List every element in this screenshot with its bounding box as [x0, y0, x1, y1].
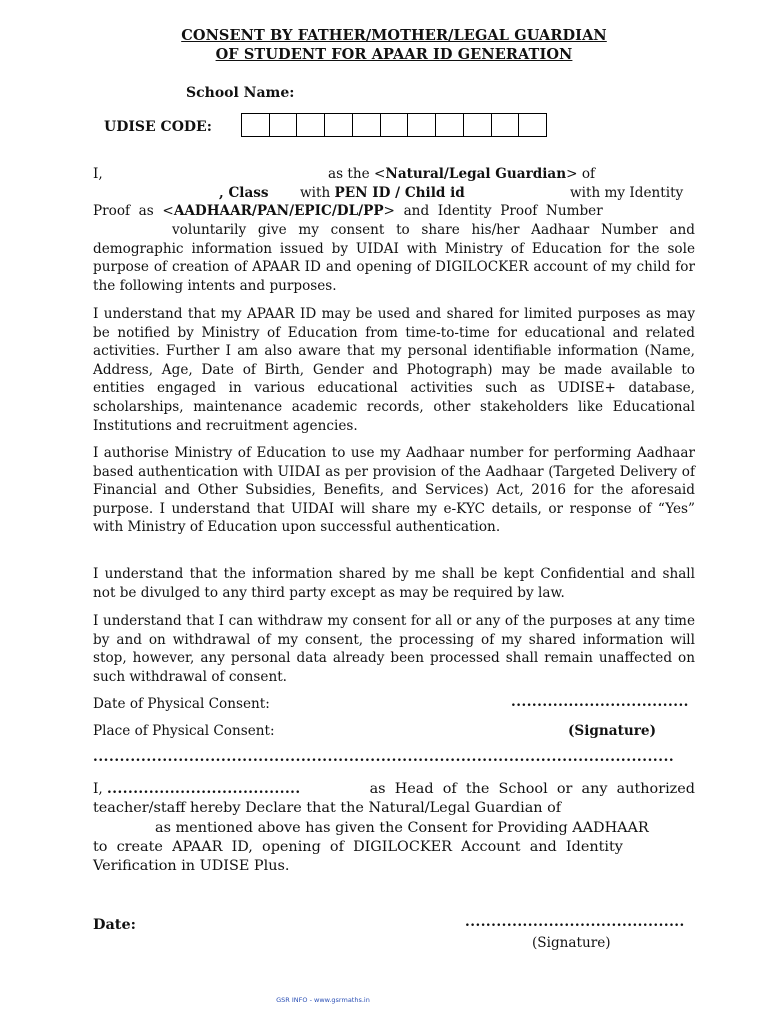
- date-consent-field[interactable]: ..................................: [511, 694, 689, 710]
- head-signature-label: (Signature): [532, 935, 611, 951]
- intro-i: I,: [93, 166, 103, 182]
- paragraph-authorise: I authorise Ministry of Education to use my Aadhaar number for performing Aadhaar based authentication with UIDAI as per provision of the Aadhaar (Targeted Delivery of Financial and Other Subsidies, Benefits, and Services) Act, 2016 for the aforesaid purpose. I understand that UIDAI will share my e-KYC details, or response of “Yes” with Ministry of Education upon successful authentication.: [93, 445, 695, 536]
- intro-with-identity: with my Identity: [570, 185, 684, 201]
- udise-digit-cell[interactable]: [297, 114, 325, 136]
- udise-digit-cell[interactable]: [353, 114, 381, 136]
- udise-digit-cell[interactable]: [381, 114, 409, 136]
- declaration-line-3: as mentioned above has given the Consent for Providing AADHAAR: [155, 820, 649, 836]
- paragraph-confidential: I understand that the information shared by me shall be kept Confidential and shall not be divulged to any third party except as may be required by law.: [93, 566, 695, 601]
- udise-code-boxes[interactable]: [241, 113, 547, 137]
- udise-digit-cell[interactable]: [519, 114, 546, 136]
- declarer-name-field[interactable]: .....................................: [107, 781, 301, 797]
- udise-digit-cell[interactable]: [270, 114, 298, 136]
- paragraph-withdraw: I understand that I can withdraw my consent for all or any of the purposes at any time by and on withdrawal of my consent, the processing of my shared information will stop, however, any personal data already been processed shall remain unaffected on such withdrawal of consent.: [93, 613, 695, 685]
- intro-paragraph: voluntarily give my consent to share his/her Aadhaar Number and demographic information issued by UIDAI with Ministry of Education for the sole purpose of creation of APAAR ID and opening of DIGILOCKER account of my child for the following intents and purposes.: [93, 222, 695, 294]
- intro-guardian-line: as the <Natural/Legal Guardian> of: [328, 166, 596, 182]
- guardian-signature-label: (Signature): [568, 723, 657, 739]
- intro-proof-line: Proof as <AADHAAR/PAN/EPIC/DL/PP> and Identity Proof Number: [93, 203, 603, 219]
- udise-digit-cell[interactable]: [325, 114, 353, 136]
- paragraph-apaar-use: I understand that my APAAR ID may be used and shared for limited purposes as may be notified by Ministry of Education from time-to-time for educational and related activities. Further I am also aware that my personal identifiable information (Name, Address, Age, Date of Birth, Gender and Photograph) may be made available to entities engaged in various educational activities such as UDISE+ database, scholarships, maintenance academic records, other stakeholders like Educational Institutions and recruitment agencies.: [93, 306, 695, 434]
- intro-class: , Class: [219, 185, 269, 201]
- title-line-2: OF STUDENT FOR APAAR ID GENERATION: [215, 46, 573, 63]
- title-line-1: CONSENT BY FATHER/MOTHER/LEGAL GUARDIAN: [181, 27, 607, 44]
- date-consent-label: Date of Physical Consent:: [93, 696, 270, 712]
- declaration-line-2: teacher/staff hereby Declare that the Natural/Legal Guardian of: [93, 800, 562, 816]
- separator-dots: .............................................................................................................: [93, 749, 675, 765]
- school-name-label: School Name:: [186, 85, 295, 101]
- udise-digit-cell[interactable]: [464, 114, 492, 136]
- declaration-line-5: Verification in UDISE Plus.: [93, 858, 290, 874]
- declaration-line-4: to create APAAR ID, opening of DIGILOCKER Account and Identity: [93, 839, 623, 855]
- udise-code-label: UDISE CODE:: [104, 119, 212, 135]
- udise-digit-cell[interactable]: [408, 114, 436, 136]
- footer-watermark: GSR INFO - www.gsrmaths.in: [276, 996, 370, 1004]
- head-signature-field[interactable]: ..........................................: [465, 914, 685, 930]
- place-consent-label: Place of Physical Consent:: [93, 723, 275, 739]
- date-label: Date:: [93, 916, 136, 933]
- udise-digit-cell[interactable]: [436, 114, 464, 136]
- udise-digit-cell[interactable]: [492, 114, 520, 136]
- declaration-line-1: I, ..................................... as Head of the School or any authorized: [93, 781, 695, 797]
- intro-with: with PEN ID / Child id: [300, 185, 465, 201]
- udise-digit-cell[interactable]: [242, 114, 270, 136]
